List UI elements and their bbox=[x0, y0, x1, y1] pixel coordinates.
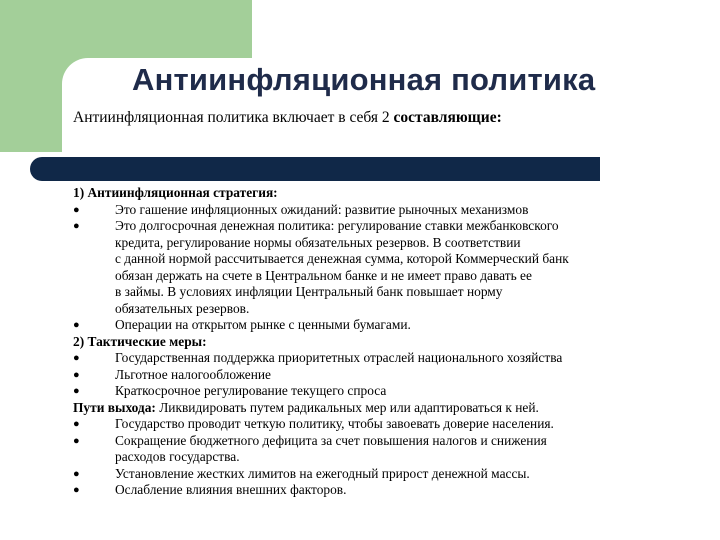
bullet-icon: ● bbox=[73, 319, 80, 331]
list-item bbox=[73, 317, 673, 334]
ways-out-line bbox=[73, 400, 673, 417]
list-item bbox=[73, 383, 673, 400]
slide-subtitle bbox=[73, 109, 502, 127]
bullet-icon: ● bbox=[73, 368, 80, 381]
list-item bbox=[73, 416, 673, 433]
bullet-icon: ● bbox=[73, 418, 80, 430]
subtitle-bold-text: составляющие: bbox=[393, 109, 502, 126]
slide-title: Антиинфляционная политика bbox=[132, 62, 596, 97]
bullet-icon: ● bbox=[73, 352, 80, 364]
decorative-navy-bar bbox=[30, 157, 600, 181]
bullet-icon: ● bbox=[73, 220, 80, 232]
list-item-text: Краткосрочное регулирование текущего спроса bbox=[115, 383, 387, 398]
list-item-text: Государство проводит четкую политику, чтобы завоевать доверие населения. bbox=[115, 416, 554, 431]
list-item bbox=[73, 482, 673, 499]
list-item bbox=[73, 466, 673, 483]
list-item bbox=[73, 218, 673, 317]
list-item-text: Льготное налогообложение bbox=[115, 366, 272, 382]
list-item bbox=[73, 433, 673, 466]
list-item bbox=[73, 350, 673, 367]
list-item-text: Ослабление влияния внешних факторов. bbox=[115, 482, 347, 497]
section-heading-tactics: 2) Тактические меры: bbox=[73, 333, 207, 349]
bullet-icon: ● bbox=[73, 385, 80, 397]
ways-out-text: Ликвидировать путем радикальных мер или адаптироваться к ней. bbox=[155, 399, 539, 415]
section-heading-strategy: 1) Антиинфляционная стратегия: bbox=[73, 185, 278, 200]
list-item bbox=[73, 367, 673, 384]
list-item-text: Операции на открытом рынке с ценными бумагами. bbox=[115, 317, 411, 332]
list-item-text: Сокращение бюджетного дефицита за счет повышения налогов и снижения расходов государства. bbox=[115, 432, 547, 464]
bullet-icon: ● bbox=[73, 434, 80, 447]
bullet-icon: ● bbox=[73, 467, 80, 480]
list-item-text: Это гашение инфляционных ожиданий: развитие рыночных механизмов bbox=[115, 201, 529, 217]
bullet-icon: ● bbox=[73, 203, 80, 216]
bullet-icon: ● bbox=[73, 484, 80, 496]
list-item bbox=[73, 202, 673, 219]
slide-body bbox=[73, 185, 673, 499]
ways-out-heading: Пути выхода: bbox=[73, 399, 156, 415]
subtitle-text: Антиинфляционная политика включает в себя 2 bbox=[73, 109, 394, 126]
list-item-text: Государственная поддержка приоритетных отраслей национального хозяйства bbox=[115, 350, 563, 365]
list-item-text: Установление жестких лимитов на ежегодный прирост денежной массы. bbox=[115, 465, 530, 481]
list-item-text: Это долгосрочная денежная политика: регулирование ставки межбанковского кредита, регулирование нормы обязательных резервов. В соответствии с данной нормой рассчитывается денежная сумма, которой Коммерческий банк обязан держать на счете в Центральном банке и не имеет право давать ее в займы. В условиях инфляции Центральный банк повышает норму обязательных резервов. bbox=[115, 218, 569, 316]
